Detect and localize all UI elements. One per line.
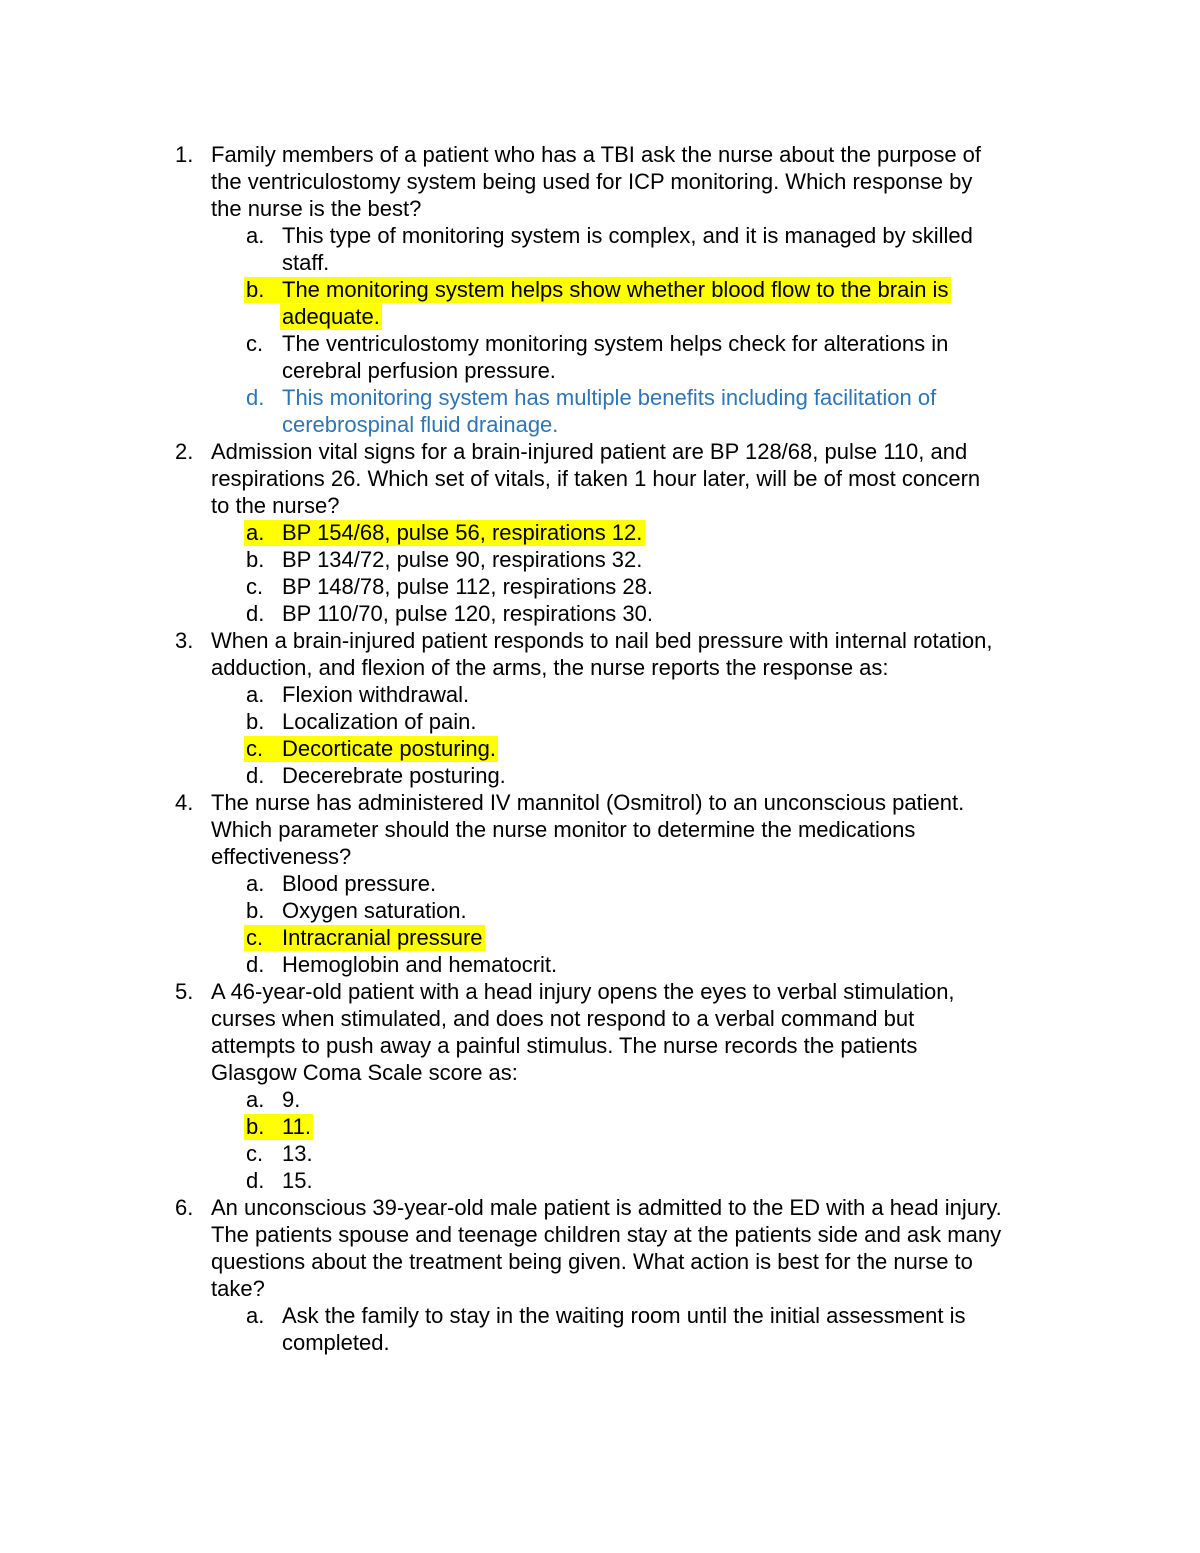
answer-option — [0, 1140, 1200, 1167]
question-number: 3. — [175, 628, 194, 653]
option-letter: c. — [246, 925, 264, 950]
option-letter: a. — [246, 520, 265, 545]
answer-option-highlighted — [0, 924, 1200, 951]
answer-option — [0, 897, 1200, 924]
option-text: staff. — [282, 250, 330, 275]
question-line — [0, 465, 1200, 492]
answer-option — [0, 600, 1200, 627]
option-text: Hemoglobin and hematocrit. — [282, 952, 558, 977]
question-number: 2. — [175, 439, 194, 464]
question-text: An unconscious 39-year-old male patient is admitted to the ED with a head injury. — [211, 1195, 1002, 1220]
option-letter: d. — [246, 601, 265, 626]
option-text: BP 148/78, pulse 112, respirations 28. — [282, 574, 653, 599]
option-text: This type of monitoring system is complex, and it is managed by skilled — [282, 223, 973, 248]
question-line — [0, 789, 1200, 816]
answer-option — [0, 330, 1200, 384]
option-letter: d. — [246, 763, 265, 788]
option-text: Oxygen saturation. — [282, 898, 467, 923]
option-line — [0, 870, 1200, 897]
option-text: cerebral perfusion pressure. — [282, 358, 556, 383]
option-line — [0, 276, 1200, 303]
question-line — [0, 1221, 1200, 1248]
option-line — [0, 897, 1200, 924]
option-text: BP 134/72, pulse 90, respirations 32. — [282, 547, 643, 572]
option-line — [0, 222, 1200, 249]
question-text: Family members of a patient who has a TBI ask the nurse about the purpose of — [211, 142, 982, 167]
question-line — [0, 1275, 1200, 1302]
question-item — [0, 978, 1200, 1194]
option-text: The ventriculostomy monitoring system helps check for alterations in — [282, 331, 949, 356]
answer-option — [0, 573, 1200, 600]
option-line — [0, 303, 1200, 330]
option-text: Ask the family to stay in the waiting room until the initial assessment is — [282, 1303, 966, 1328]
option-letter: c. — [246, 1141, 264, 1166]
question-text: The patients spouse and teenage children stay at the patients side and ask many — [211, 1222, 1002, 1247]
option-line — [0, 1140, 1200, 1167]
answer-option — [0, 222, 1200, 276]
question-text: When a brain-injured patient responds to nail bed pressure with internal rotation, — [211, 628, 993, 653]
question-line — [0, 141, 1200, 168]
option-line — [0, 951, 1200, 978]
question-number: 6. — [175, 1195, 194, 1220]
question-item — [0, 789, 1200, 978]
option-letter: a. — [246, 223, 265, 248]
question-text: curses when stimulated, and does not respond to a verbal command but — [211, 1006, 915, 1031]
option-line — [0, 708, 1200, 735]
option-letter: b. — [246, 277, 265, 302]
answer-option — [0, 870, 1200, 897]
answer-option — [0, 1167, 1200, 1194]
question-line — [0, 1194, 1200, 1221]
question-text: The nurse has administered IV mannitol (Osmitrol) to an unconscious patient. — [211, 790, 965, 815]
option-line — [0, 600, 1200, 627]
answer-option — [0, 1086, 1200, 1113]
question-text: take? — [211, 1276, 265, 1301]
answer-option-highlighted — [0, 276, 1200, 330]
question-line — [0, 627, 1200, 654]
question-item — [0, 1194, 1200, 1356]
option-text: The monitoring system helps show whether blood flow to the brain is — [282, 277, 949, 302]
answer-option — [0, 951, 1200, 978]
question-text: A 46-year-old patient with a head injury opens the eyes to verbal stimulation, — [211, 979, 955, 1004]
option-letter: b. — [246, 1114, 265, 1139]
option-text: adequate. — [282, 304, 380, 329]
question-number: 1. — [175, 142, 194, 167]
question-text: Admission vital signs for a brain-injured patient are BP 128/68, pulse 110, and — [211, 439, 968, 464]
option-text: cerebrospinal fluid drainage. — [282, 412, 559, 437]
answer-option — [0, 1302, 1200, 1356]
question-line — [0, 195, 1200, 222]
option-line — [0, 384, 1200, 411]
option-line — [0, 735, 1200, 762]
document-page — [0, 141, 1200, 1356]
question-line — [0, 1248, 1200, 1275]
question-line — [0, 1005, 1200, 1032]
question-line — [0, 168, 1200, 195]
option-line — [0, 1302, 1200, 1329]
question-line — [0, 816, 1200, 843]
question-text: questions about the treatment being given. What action is best for the nurse to — [211, 1249, 973, 1274]
option-text: This monitoring system has multiple benefits including facilitation of — [282, 385, 937, 410]
option-line — [0, 573, 1200, 600]
question-text: the ventriculostomy system being used for ICP monitoring. Which response by — [211, 169, 973, 194]
option-text: Intracranial pressure — [282, 925, 483, 950]
option-text: BP 110/70, pulse 120, respirations 30. — [282, 601, 653, 626]
option-letter: d. — [246, 952, 265, 977]
question-line — [0, 492, 1200, 519]
option-line — [0, 1167, 1200, 1194]
question-line — [0, 843, 1200, 870]
option-text: BP 154/68, pulse 56, respirations 12. — [282, 520, 643, 545]
question-number: 5. — [175, 979, 194, 1004]
option-text: 11. — [282, 1114, 311, 1139]
option-line — [0, 546, 1200, 573]
question-text: attempts to push away a painful stimulus. The nurse records the patients — [211, 1033, 918, 1058]
option-text: Blood pressure. — [282, 871, 437, 896]
answer-option — [0, 681, 1200, 708]
answer-option-highlighted — [0, 519, 1200, 546]
question-text: the nurse is the best? — [211, 196, 422, 221]
question-item — [0, 627, 1200, 789]
option-text: Flexion withdrawal. — [282, 682, 470, 707]
answer-option — [0, 384, 1200, 438]
option-line — [0, 411, 1200, 438]
question-line — [0, 1032, 1200, 1059]
question-line — [0, 978, 1200, 1005]
answer-option — [0, 762, 1200, 789]
question-text: effectiveness? — [211, 844, 352, 869]
option-text: 9. — [282, 1087, 301, 1112]
option-letter: d. — [246, 385, 265, 410]
option-letter: d. — [246, 1168, 265, 1193]
question-text: Glasgow Coma Scale score as: — [211, 1060, 518, 1085]
answer-option-highlighted — [0, 1113, 1200, 1140]
option-line — [0, 519, 1200, 546]
question-text: adduction, and flexion of the arms, the nurse reports the response as: — [211, 655, 889, 680]
option-letter: b. — [246, 709, 265, 734]
option-line — [0, 357, 1200, 384]
answer-option — [0, 708, 1200, 735]
question-line — [0, 654, 1200, 681]
option-line — [0, 1113, 1200, 1140]
answer-option-highlighted — [0, 735, 1200, 762]
question-number: 4. — [175, 790, 194, 815]
option-line — [0, 924, 1200, 951]
option-letter: c. — [246, 736, 264, 761]
option-line — [0, 762, 1200, 789]
option-text: Decerebrate posturing. — [282, 763, 506, 788]
option-letter: c. — [246, 574, 264, 599]
option-text: 15. — [282, 1168, 313, 1193]
answer-option — [0, 546, 1200, 573]
option-letter: c. — [246, 331, 264, 356]
option-line — [0, 330, 1200, 357]
question-text: to the nurse? — [211, 493, 340, 518]
question-item — [0, 141, 1200, 438]
question-item — [0, 438, 1200, 627]
question-text: Which parameter should the nurse monitor to determine the medications — [211, 817, 916, 842]
question-line — [0, 1059, 1200, 1086]
option-line — [0, 1086, 1200, 1113]
option-line — [0, 249, 1200, 276]
option-text: completed. — [282, 1330, 390, 1355]
option-letter: b. — [246, 898, 265, 923]
option-letter: b. — [246, 547, 265, 572]
option-text: Localization of pain. — [282, 709, 477, 734]
option-line — [0, 681, 1200, 708]
option-text: Decorticate posturing. — [282, 736, 496, 761]
option-letter: a. — [246, 871, 265, 896]
question-text: respirations 26. Which set of vitals, if taken 1 hour later, will be of most concern — [211, 466, 981, 491]
option-letter: a. — [246, 1303, 265, 1328]
option-letter: a. — [246, 1087, 265, 1112]
option-line — [0, 1329, 1200, 1356]
option-letter: a. — [246, 682, 265, 707]
option-text: 13. — [282, 1141, 313, 1166]
question-line — [0, 438, 1200, 465]
